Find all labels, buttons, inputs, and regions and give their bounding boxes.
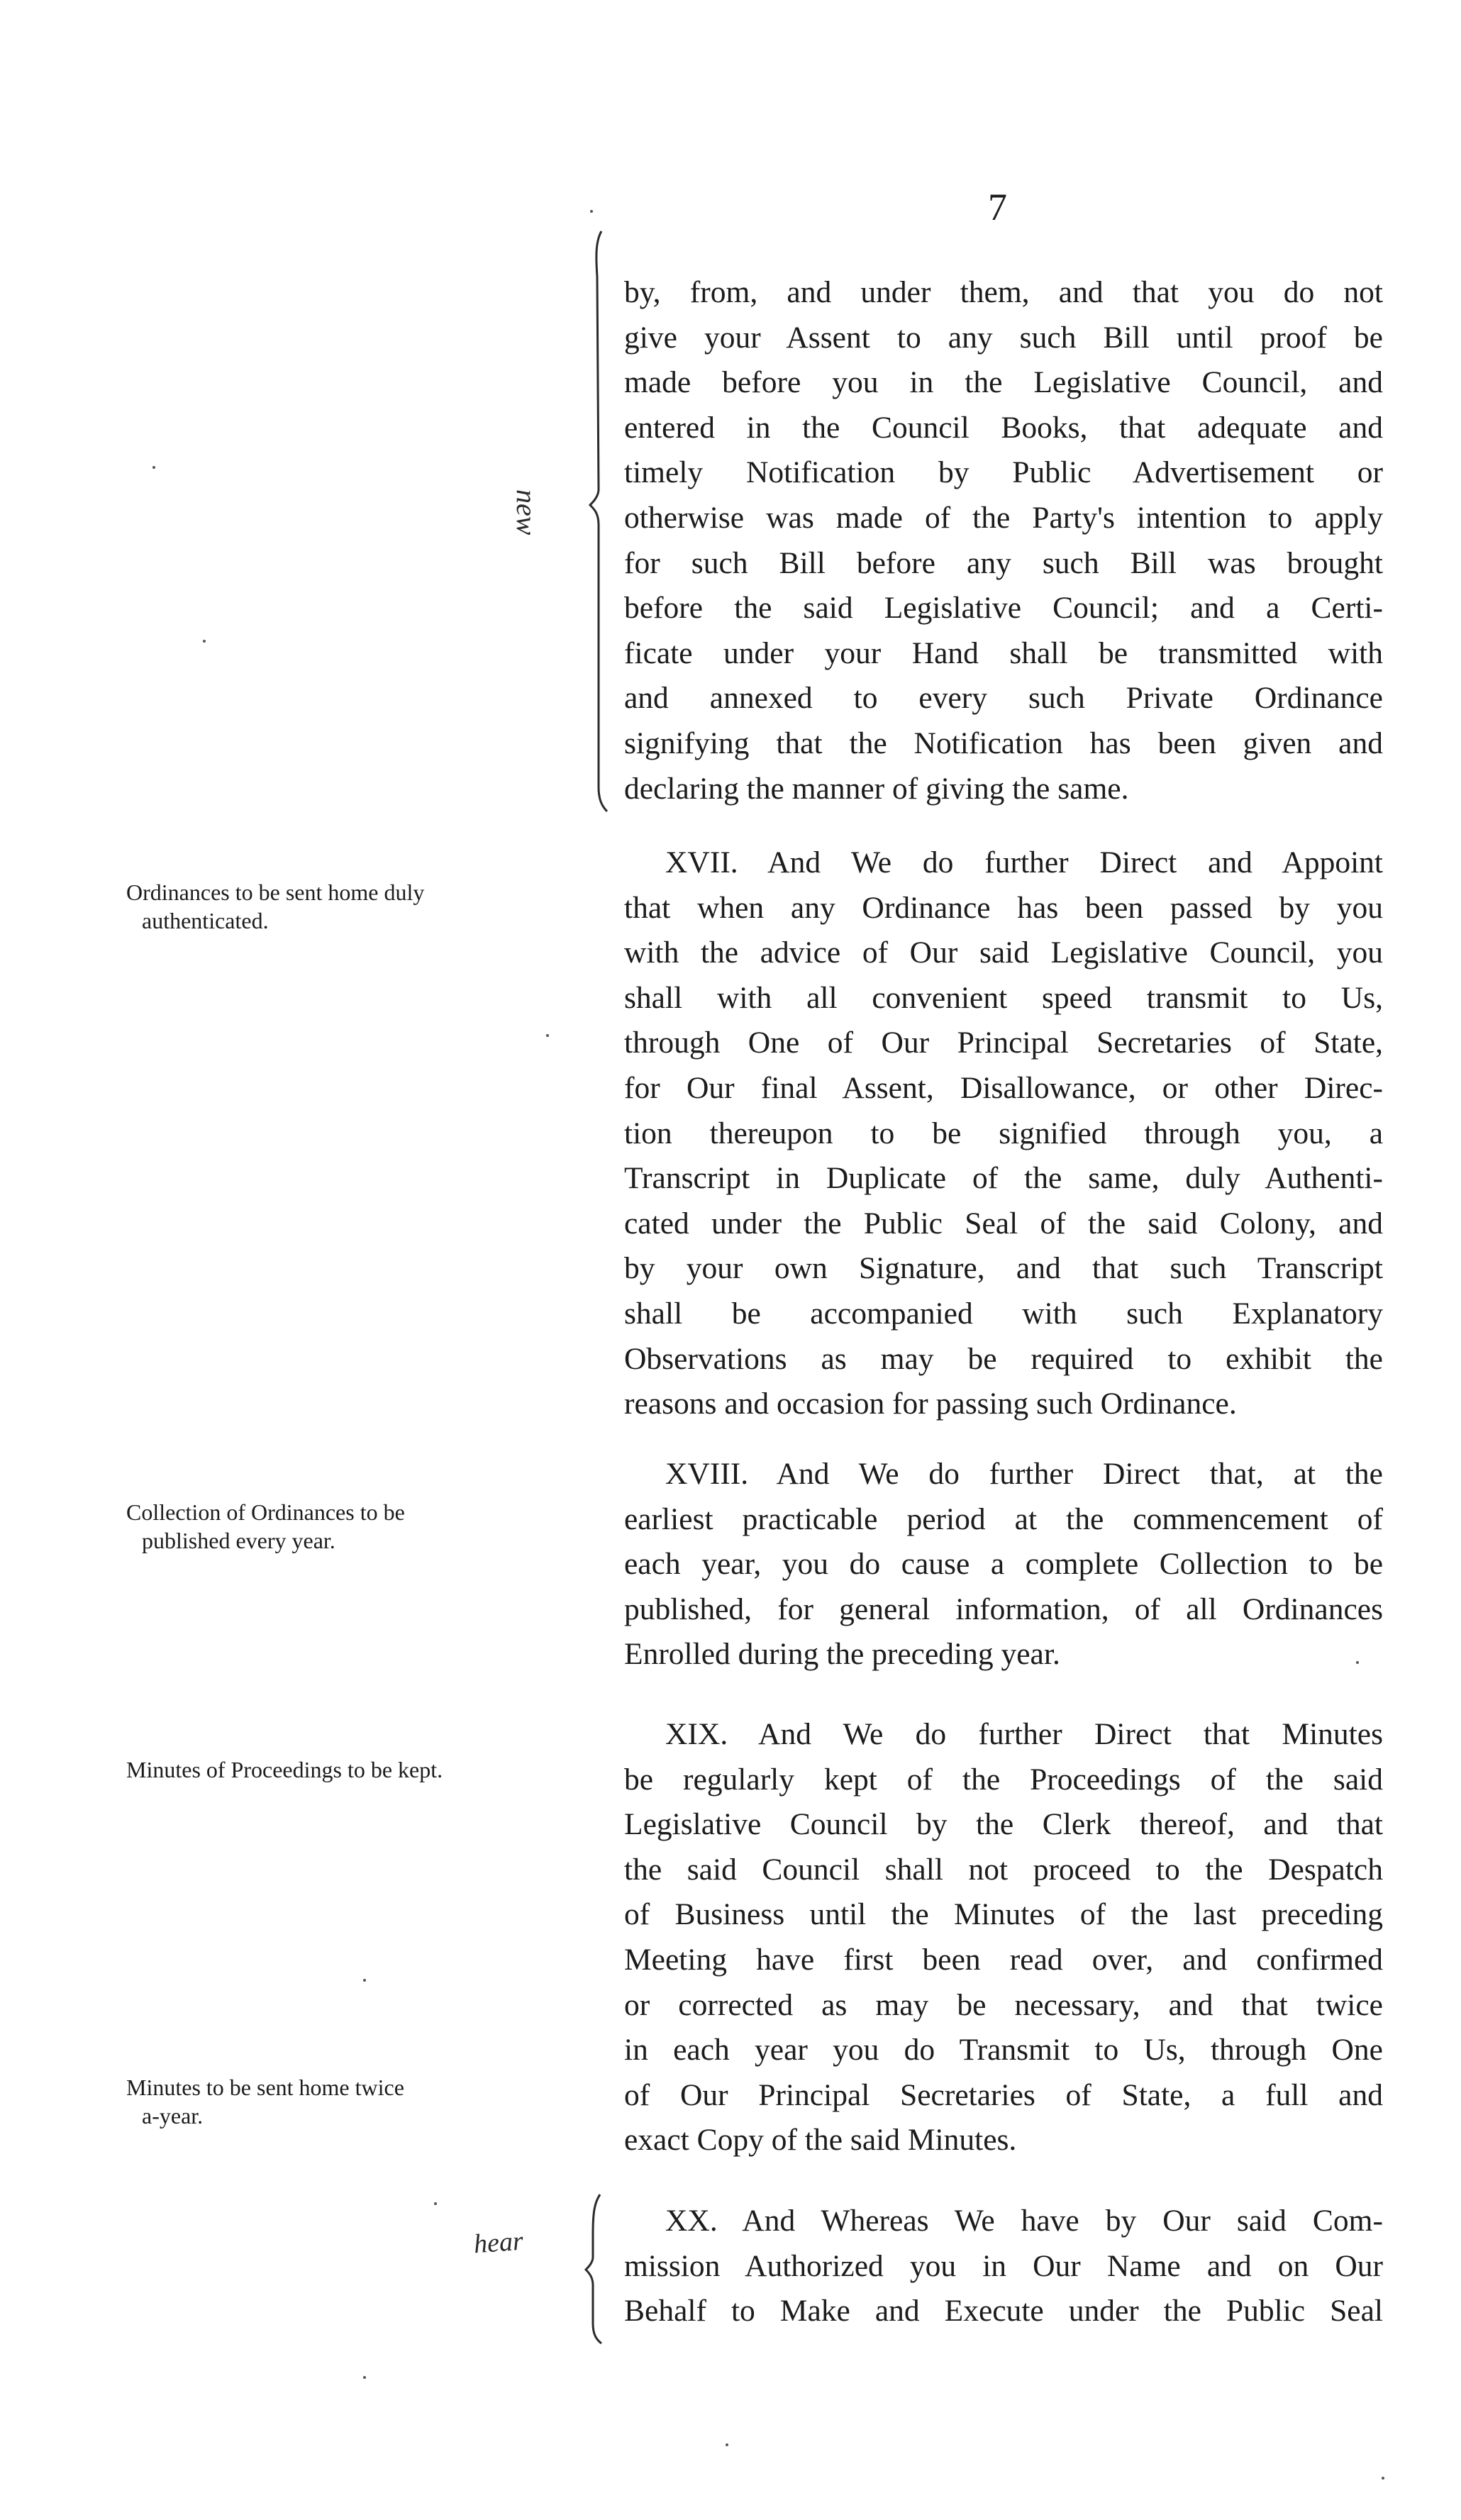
text-line: cated under the Public Seal of the said Colony, and (624, 1206, 1383, 1240)
marginal-note-line: Collection of Ordinances to be (126, 1499, 405, 1525)
text-line: shall be accompanied with such Explanatory (624, 1296, 1383, 1331)
text-line: be regularly kept of the Proceedings of the said (624, 1762, 1383, 1797)
text-line: through One of Our Principal Secretaries of State, (624, 1026, 1383, 1060)
text-line: exact Copy of the said Minutes. (624, 2123, 1017, 2158)
text-line: by your own Signature, and that such Transcript (624, 1251, 1383, 1286)
paragraph-continuation (624, 270, 1383, 811)
paragraph-xix (624, 1712, 1383, 2163)
scan-speck (1356, 1661, 1359, 1664)
marginal-note (126, 2073, 552, 2130)
scan-speck (363, 2376, 366, 2379)
paragraph-xvii (624, 840, 1383, 1427)
text-line: the said Council shall not proceed to the Despatch (624, 1852, 1383, 1887)
scan-speck (546, 1034, 549, 1037)
text-line: Observations as may be required to exhibit the (624, 1341, 1383, 1376)
marginal-note-line: Minutes to be sent home twice (126, 2075, 404, 2100)
text-line: mission Authorized you in Our Name and on Our (624, 2248, 1383, 2283)
text-line: otherwise was made of the Party's intention to apply (624, 500, 1383, 535)
scan-speck (434, 2202, 437, 2205)
text-line: with the advice of Our said Legislative Council, you (624, 936, 1383, 970)
text-line: of Our Principal Secretaries of State, a full and (624, 2077, 1383, 2112)
text-line: for such Bill before any such Bill was brought (624, 545, 1383, 580)
text-line: reasons and occasion for passing such Ordinance. (624, 1387, 1237, 1421)
text-line: in each year you do Transmit to Us, through One (624, 2033, 1383, 2067)
scan-speck (203, 640, 206, 643)
text-line: earliest practicable period at the commencement of (624, 1502, 1383, 1536)
handwritten-annotation: new (511, 489, 543, 535)
scan-speck (152, 466, 155, 469)
text-line: Enrolled during the preceding year. (624, 1637, 1060, 1672)
text-line: shall with all convenient speed transmit to Us, (624, 980, 1383, 1015)
text-line: Legislative Council by the Clerk thereof, and that (624, 1807, 1383, 1842)
marginal-note-line: authenticated. (142, 908, 269, 933)
text-line: XVII. And We do further Direct and Appoint (665, 845, 1383, 879)
text-line: of Business until the Minutes of the last preceding (624, 1897, 1383, 1932)
text-line: timely Notification by Public Advertisement or (624, 455, 1383, 490)
marginal-note-line: Ordinances to be sent home duly (126, 879, 425, 905)
text-line: tion thereupon to be signified through you, a (624, 1116, 1383, 1150)
scan-speck (590, 210, 593, 213)
text-line: Transcript in Duplicate of the same, duly Authenti- (624, 1161, 1383, 1196)
text-line: for Our final Assent, Disallowance, or other Direc- (624, 1070, 1383, 1105)
text-line: by, from, and under them, and that you do not (624, 275, 1383, 309)
text-line: that when any Ordinance has been passed by you (624, 890, 1383, 925)
handwritten-bracket (583, 2192, 609, 2348)
scan-speck (726, 2443, 728, 2446)
text-line: Meeting have first been read over, and confirmed (624, 1942, 1383, 1977)
text-line: and annexed to every such Private Ordinance (624, 681, 1383, 716)
text-line: signifying that the Notification has been given and (624, 726, 1383, 760)
scan-speck (363, 1979, 366, 1982)
marginal-note (126, 1755, 552, 1784)
text-line: each year, you do cause a complete Collection to be (624, 1547, 1383, 1582)
page-number: 7 (988, 186, 1007, 228)
marginal-note (126, 878, 552, 935)
text-line: XVIII. And We do further Direct that, at the (665, 1457, 1383, 1491)
paragraph-xx (624, 2199, 1383, 2334)
marginal-note (126, 1498, 552, 1555)
text-line: or corrected as may be necessary, and that twice (624, 1987, 1383, 2022)
text-line: XIX. And We do further Direct that Minutes (665, 1717, 1383, 1751)
handwritten-annotation: hear (472, 2226, 525, 2260)
scan-speck (1382, 2477, 1384, 2480)
text-line: entered in the Council Books, that adequate and (624, 410, 1383, 445)
text-line: give your Assent to any such Bill until proof be (624, 320, 1383, 355)
text-line: declaring the manner of giving the same. (624, 771, 1129, 806)
marginal-note-line: a-year. (142, 2103, 204, 2128)
text-line: before the said Legislative Council; and a Certi- (624, 591, 1383, 626)
text-line: XX. And Whereas We have by Our said Com- (665, 2204, 1383, 2238)
text-line: made before you in the Legislative Council, and (624, 365, 1383, 400)
text-line: Behalf to Make and Execute under the Public Seal (624, 2294, 1383, 2328)
text-line: ficate under your Hand shall be transmitted with (624, 635, 1383, 670)
text-line: published, for general information, of all Ordinances (624, 1592, 1383, 1626)
paragraph-xviii (624, 1452, 1383, 1677)
marginal-note-line: Minutes of Proceedings to be kept. (126, 1757, 443, 1782)
marginal-note-line: published every year. (142, 1528, 335, 1553)
handwritten-bracket (586, 227, 614, 816)
